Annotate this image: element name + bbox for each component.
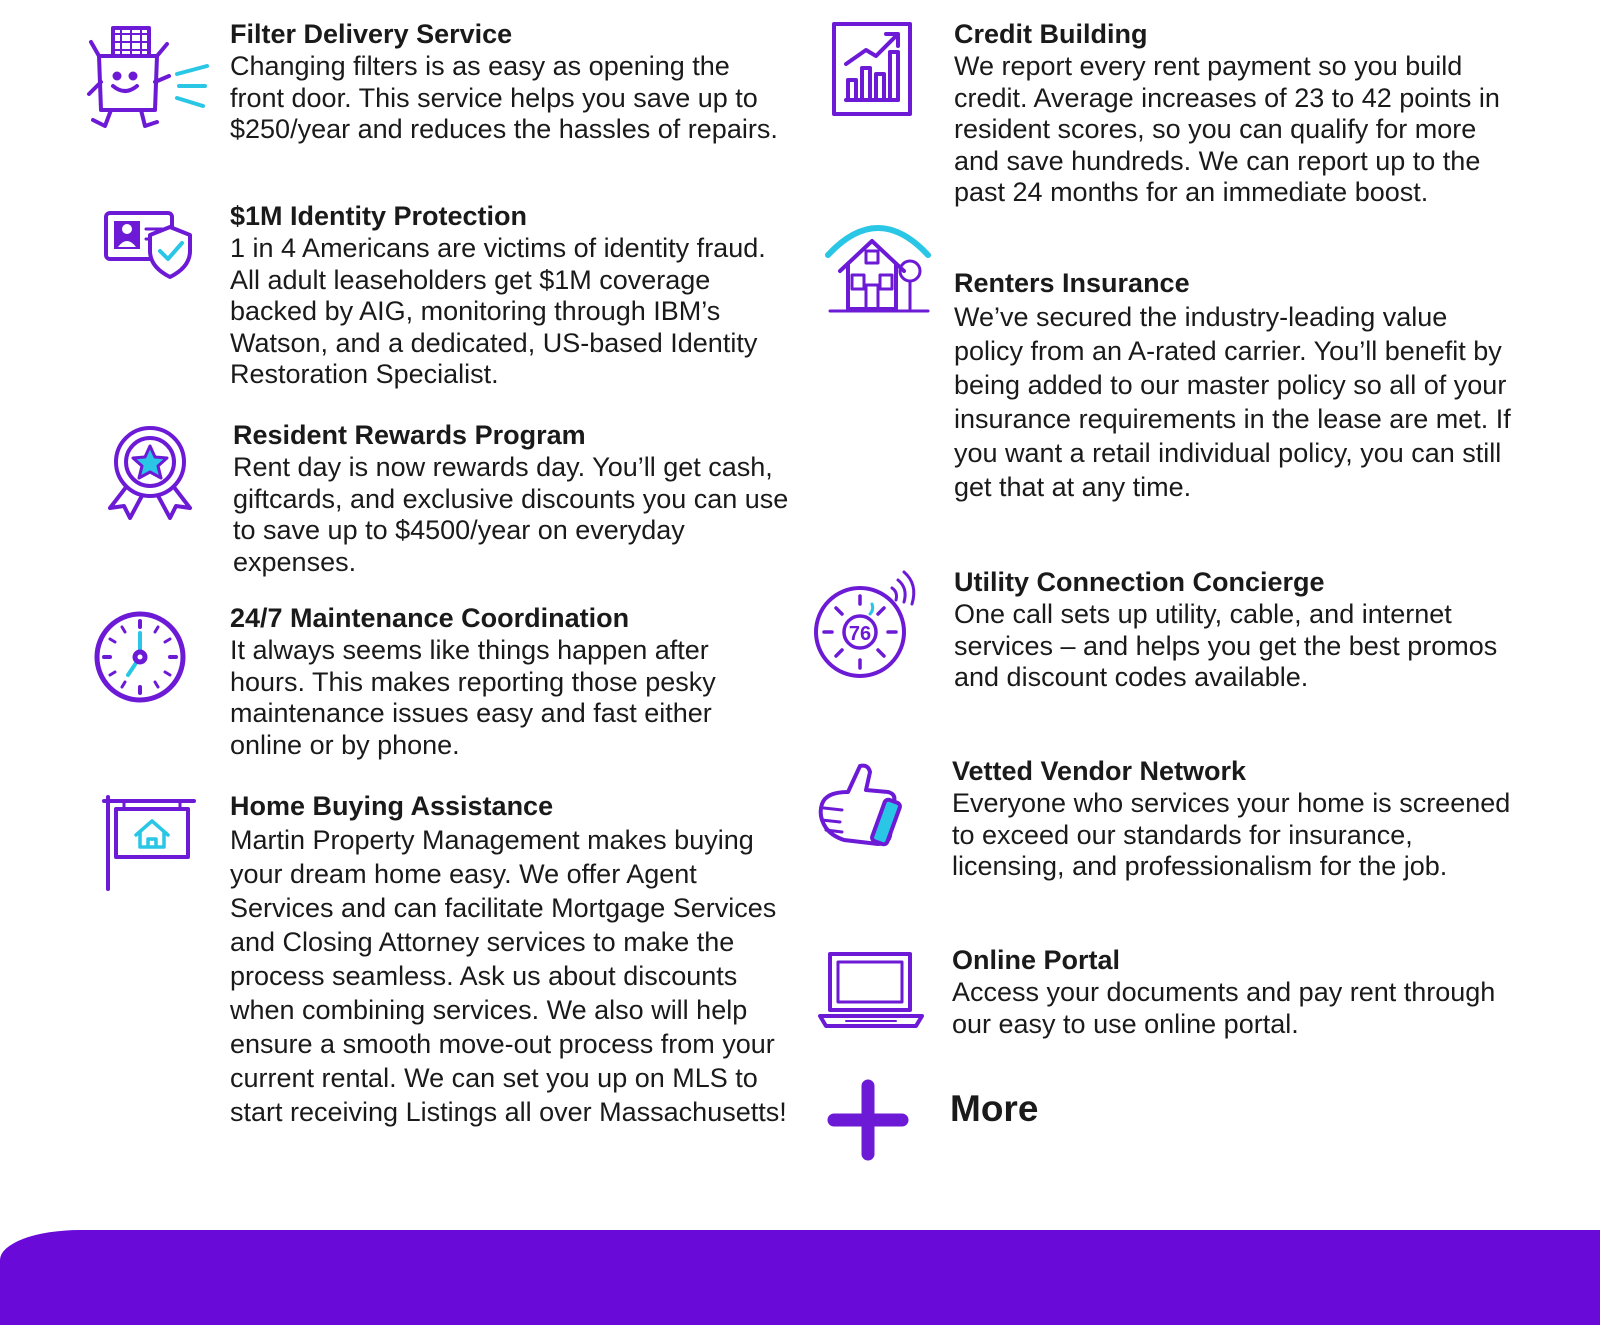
feature-description: Everyone who services your home is screened to exceed our standards for insurance, licensing, and professionalism for the job. [952, 788, 1511, 881]
feature-description: One call sets up utility, cable, and internet services – and helps you get the best promos and discount codes available. [954, 599, 1498, 692]
laptop-icon [816, 950, 926, 1030]
feature-title: Credit Building [954, 19, 1148, 49]
thermostat-readout: 76 [848, 623, 872, 645]
feature-description: It always seems like things happen after hours. This makes reporting those pesky maintenance issues easy and fast either online or by phone. [230, 635, 716, 760]
feature-title: 24/7 Maintenance Coordination [230, 603, 630, 633]
feature-description: We report every rent payment so you build credit. Average increases of 23 to 42 points in resident scores, so you can qualify for more and save hundreds. We can report up to the past 24 months for an immediate boost. [954, 51, 1500, 207]
feature-description: Rent day is now rewards day. You’ll get cash, giftcards, and exclusive discounts you can use to save up to $4500/year on everyday expenses. [233, 452, 789, 577]
filter-box-mascot-icon [85, 22, 215, 132]
feature-title: $1M Identity Protection [230, 201, 528, 231]
id-card-shield-icon [104, 207, 196, 279]
thumbs-up-icon [814, 760, 914, 860]
footer-band [0, 1230, 1600, 1325]
house-sign-icon [102, 795, 198, 891]
feature-title: Online Portal [952, 945, 1121, 975]
thermostat-icon [812, 570, 922, 680]
feature-description: Martin Property Management makes buying your dream home easy. We offer Agent Services and can facilitate Mortgage Services and Closing Attorney services to make the process seamless. Ask us about discounts when combining services. We also will help ensure a smooth move-out process from your current rental. We can set you up on MLS to start receiving Listings all over Massachusetts! [230, 825, 787, 1127]
house-umbrella-icon [822, 215, 934, 325]
feature-description: 1 in 4 Americans are victims of identity fraud. All adult leaseholders get $1M coverage backed by AIG, monitoring through IBM’s Watson, and a dedicated, US-based Identity Restoration Specialist. [230, 233, 766, 389]
feature-title: Utility Connection Concierge [954, 567, 1325, 597]
more-label[interactable]: More [950, 1088, 1039, 1129]
feature-title: Vetted Vendor Network [952, 756, 1247, 786]
feature-description: Changing filters is as easy as opening the front door. This service helps you save up to $250/year and reduces the hassles of repairs. [230, 51, 778, 144]
bar-chart-growth-icon [832, 22, 912, 116]
plus-icon [828, 1080, 908, 1160]
star-badge-ribbon-icon [104, 424, 196, 520]
feature-title: Home Buying Assistance [230, 791, 554, 821]
feature-title: Renters Insurance [954, 268, 1190, 298]
feature-description: Access your documents and pay rent through our easy to use online portal. [952, 977, 1496, 1039]
feature-title: Resident Rewards Program [233, 420, 586, 450]
feature-title: Filter Delivery Service [230, 19, 513, 49]
clock-icon [92, 609, 188, 705]
feature-description: We’ve secured the industry-leading value policy from an A-rated carrier. You’ll benefit by being added to our master policy so all of your insurance requirements in the lease are met. If you want a retail individual policy, you can still get that at any time. [954, 302, 1511, 502]
